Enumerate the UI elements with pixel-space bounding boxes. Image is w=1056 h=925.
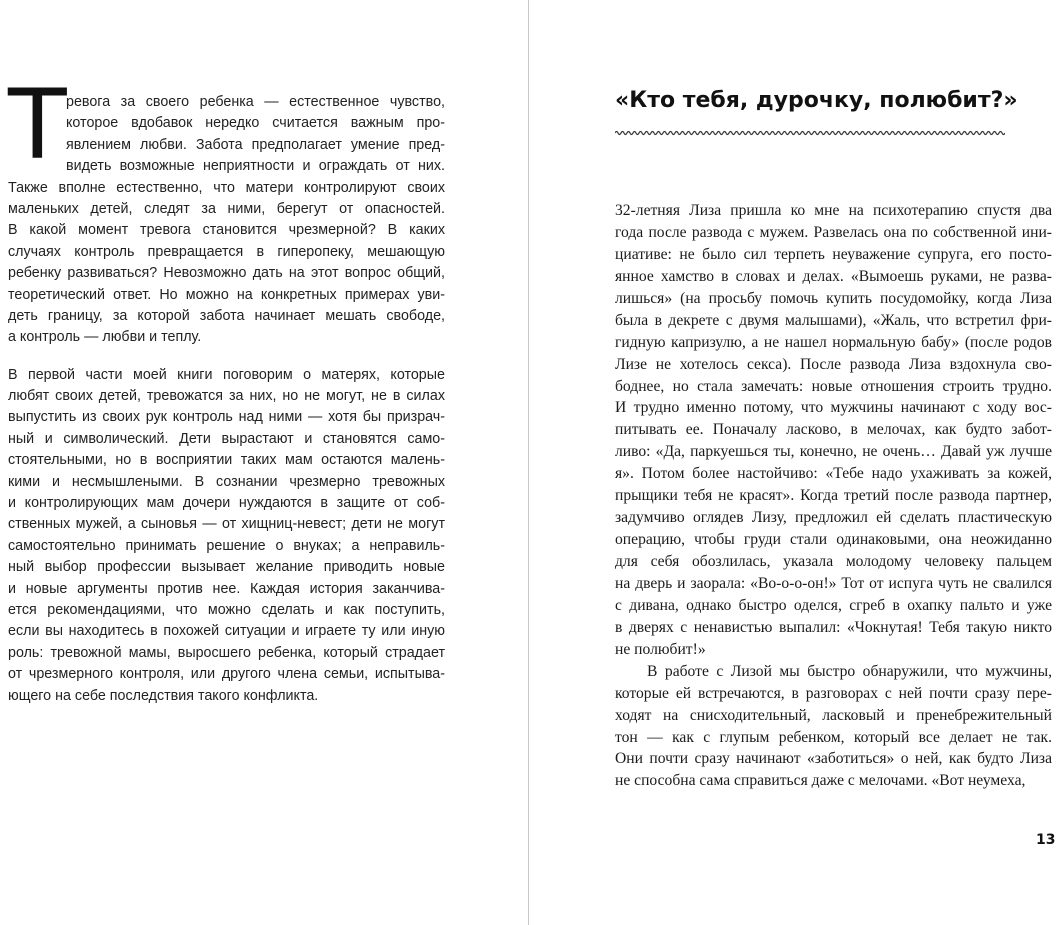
text-line: которое вдобавок нередко считается важным про- [66, 115, 445, 132]
text-line: видеть возможные неприятности и ограждать от них. [66, 158, 445, 175]
text-line: не полюбит!» [615, 640, 706, 658]
text-line: случаях контроль превращается в гиперопеку, мешающую [8, 243, 445, 260]
text-line: питывать ее. Поначалу ласково, в мелочах, как будто забот- [615, 421, 1052, 439]
text-line: И трудно именно потому, что мужчины начинают с ходу вос- [615, 399, 1052, 417]
text-line: ющего на себе последствия такого конфликта. [8, 687, 319, 704]
paragraph [615, 200, 1052, 661]
text-line: В работе с Лизой мы быстро обнаружили, что мужчины, [647, 662, 1052, 680]
text-line: которые ей встречаются, в разговорах с ней почти сразу пере- [615, 684, 1052, 702]
text-line: ный выбор профессии вызывает желание приводить новые [8, 559, 445, 576]
text-line: В первой части моей книги поговорим о матерях, которые [8, 366, 445, 383]
text-line: ственных мужей, а сыновья — от хищниц-невест; дети не могут [8, 516, 445, 533]
text-line: деть границу, за которой забота начинает мешать свободе, [8, 307, 445, 324]
text-line: теоретический ответ. Но можно на конкретных примерах уви- [8, 286, 445, 303]
text-line: операцию, чтобы груди стали одинаковыми, она неожиданно [615, 531, 1052, 549]
text-line: а контроль — любви и теплу. [8, 329, 202, 346]
text-line: Также вполне естественно, что матери контролируют своих [8, 179, 445, 196]
text-line: боднее, но стала замечать: новые отношения строить трудно. [615, 377, 1052, 395]
text-line: маленьких детей, следят за ними, берегут от опасностей. [8, 200, 445, 217]
paragraph [8, 365, 445, 707]
text-line: любят своих детей, тревожатся за них, но не могут, не в силах [8, 388, 445, 405]
text-line: если вы находитесь в похожей ситуации и играете ту или иную [8, 623, 445, 640]
text-line: Лизе не хотелось секса). После развода Лиза вздохнула сво- [615, 355, 1052, 373]
text-line: я». Потом более настойчиво: «Тебе надо ухаживать за кожей, [615, 465, 1052, 483]
text-line: ходят на снисходительный, ласковый и пренебрежительный [615, 706, 1052, 724]
text-line: и новые аргументы против нее. Каждая история заканчива- [8, 580, 445, 597]
left-page-text [8, 69, 445, 723]
text-line: В какой момент тревога становится чрезмерной? В каких [8, 222, 445, 239]
text-line: от чрезмерного контроля, или другого члена семьи, испытыва- [8, 666, 445, 683]
paragraph [615, 661, 1052, 793]
text-line: кими и несмышлеными. В сознании чрезмерно тревожных [8, 473, 445, 490]
text-line: лишься» (на просьбу помочь купить посудомойку, когда Лиза [615, 289, 1052, 307]
text-line: выпустить из своих рук контроль над ними — хотя бы призрач- [8, 409, 445, 426]
text-line: 32-летняя Лиза пришла ко мне на психотерапию спустя два [615, 202, 1052, 219]
text-line: прыщики тебя не красят». Когда третий после развода партнер, [615, 487, 1052, 505]
text-line: не способна сама справиться даже с мелочами. «Вот неумеха, [615, 772, 1026, 790]
text-line: циативе: не было сил терпеть неуважение супруга, его посто- [615, 245, 1052, 263]
text-line: стоятельными, но в восприятии таких мам остаются малень- [8, 452, 445, 469]
text-line: года после развода с мужем. Развелась она по собственной ини- [615, 223, 1052, 241]
text-line: янное хамство в словах и делах. «Вымоешь руками, не разва- [615, 267, 1052, 285]
text-line: в дверях с ненавистью выпалил: «Чокнутая! Тебя такую никто [615, 618, 1052, 636]
wavy-underline [615, 128, 1005, 138]
chapter-title: «Кто тебя, дурочку, полюбит?» [615, 88, 1018, 113]
text-line: гидную капризулю, а не нашел нормальную бабу» (после родов [615, 333, 1052, 351]
text-line: явлением любви. Забота предполагает умение пред- [66, 136, 445, 153]
text-line: ревога за своего ребенка — естественное чувство, [66, 94, 445, 110]
page-gutter-divider [528, 0, 529, 925]
text-line: Они почти сразу начинают «заботиться» о ней, как будто Лиза [615, 750, 1052, 768]
text-line: и контролирующих мам дочери нуждаются в защите от соб- [8, 495, 445, 512]
text-line: была в декрете с двумя малышами), «Жаль, что встретил фри- [615, 311, 1052, 329]
text-line: тон — как с глупым ребенком, который все делает не так. [615, 728, 1052, 746]
paragraph [8, 92, 445, 349]
page-number: 13 [1036, 832, 1056, 848]
text-line: ливо: «Да, паркуешься ты, конечно, не очень… Давай уж лучше [615, 443, 1052, 461]
text-line: с дивана, однако быстро оделся, сгреб в охапку пальто и уже [615, 596, 1052, 614]
text-line: на дверь и заорала: «Во-о-о-он!» Тот от испуга чуть не свалился [615, 574, 1052, 592]
right-page-text [615, 200, 1052, 792]
text-line: для себя обозлилась, указала молодому человеку пальцем [615, 553, 1052, 570]
text-line: самостоятельно принимать решение о внуках; а неправиль- [8, 537, 445, 554]
text-line: ется рекомендациями, что можно сделать и как поступить, [8, 601, 445, 618]
text-line: роль: тревожной мамы, выросшего ребенка, который страдает [8, 644, 445, 661]
drop-cap: Т [8, 69, 67, 181]
text-line: ребенку развиваться? Невозможно дать на этот вопрос общий, [8, 265, 445, 282]
text-line: задумчиво оглядев Лизу, предложил ей сделать пластическую [615, 509, 1052, 527]
text-line: ный и символический. Дети вырастают и становятся само- [8, 430, 445, 447]
